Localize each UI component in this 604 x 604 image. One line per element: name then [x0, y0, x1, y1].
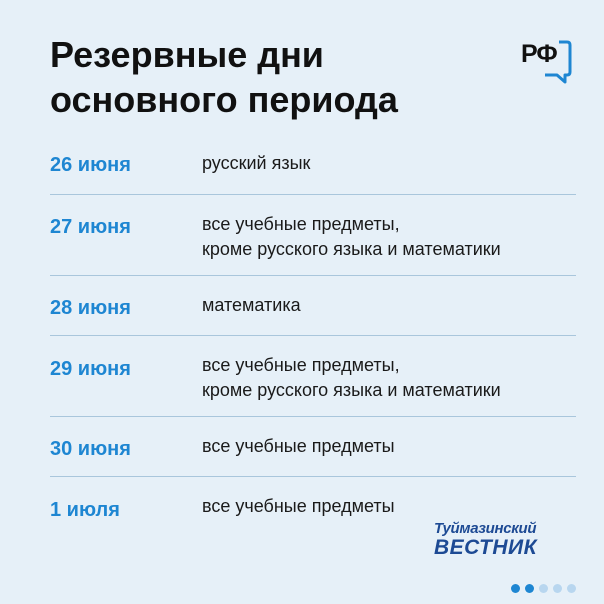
list-item [50, 336, 576, 417]
row-subject [202, 151, 310, 176]
subject-line: все учебные предметы [202, 496, 395, 516]
pagination-dot[interactable] [567, 584, 576, 593]
row-date: 27 июня [50, 216, 131, 238]
subject-line: русский язык [202, 153, 311, 173]
title-line-2: основного периода [50, 79, 398, 120]
list-item [50, 195, 576, 276]
page-title [50, 32, 398, 122]
row-date: 1 июля [50, 499, 120, 521]
pagination-dot[interactable] [525, 584, 534, 593]
row-subject [202, 494, 395, 519]
subject-line: математика [202, 295, 301, 315]
pagination-dot[interactable] [511, 584, 520, 593]
subject-line: все учебные предметы, [202, 214, 400, 234]
row-date: 28 июня [50, 297, 131, 319]
row-date: 29 июня [50, 358, 131, 380]
schedule-list [50, 136, 576, 537]
list-item [50, 417, 576, 477]
list-item [50, 136, 576, 195]
title-line-1: Резервные дни [50, 34, 324, 75]
subject-line: все учебные предметы, [202, 355, 400, 375]
list-item [50, 276, 576, 336]
row-date: 26 июня [50, 154, 131, 176]
brand-line-1: Туймазинский [434, 520, 537, 537]
row-subject [202, 293, 301, 318]
subject-line: кроме русского языка и математики [202, 239, 501, 259]
pagination-dots [511, 584, 576, 593]
pagination-dot[interactable] [539, 584, 548, 593]
rf-logo [521, 38, 573, 82]
row-subject [202, 212, 501, 262]
pagination-dot[interactable] [553, 584, 562, 593]
subject-line: все учебные предметы [202, 436, 395, 456]
row-subject [202, 434, 395, 459]
newspaper-logo [434, 521, 537, 558]
subject-line: кроме русского языка и математики [202, 380, 501, 400]
brand-line-2: ВЕСТНИК [434, 536, 538, 559]
logo-text: РФ [521, 40, 557, 68]
row-date: 30 июня [50, 438, 131, 460]
row-subject [202, 353, 501, 403]
